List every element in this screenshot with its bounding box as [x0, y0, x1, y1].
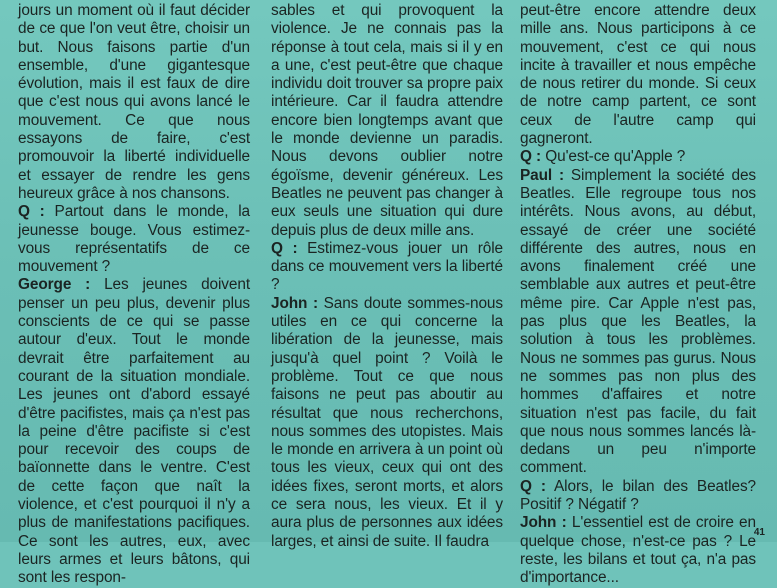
- paragraph-text: peut-être encore attendre deux mille ans. Nous participons à ce mouvement, c'est ce qui nous incite à travailler et nous empêche de nous retirer du monde. Si ceux de notre camp partent, ce sont ceux de l'autre camp qui gagneront.: [520, 2, 756, 148]
- paragraph-text: jours un moment où il faut décider de ce que l'on veut être, choisir un but. Nous faisons partie d'un ensemble, d'une gigantesque évolution, mais il est faux de dire que c'est nous qui avons lancé le mouvement. Ce que nous essayons de faire, c'est promouvoir la liberté individuelle et essayer de rendre les gens heureux grâce à nos chansons.: [18, 2, 250, 202]
- speaker-label: John :: [520, 514, 567, 532]
- paragraph-text: Estimez-vous jouer un rôle dans ce mouvement vers la liberté ?: [271, 239, 503, 294]
- speaker-label: Q :: [271, 239, 298, 257]
- text-column-2: [271, 2, 503, 551]
- paragraph-text: sables et qui provoquent la violence. Je ne connais pas la réponse à tout cela, mais si il y en a une, c'est peut-être que chaque individu doit trouver sa propre paix intérieure. Car il faudra attendre encore bien longtemps avant que le monde devienne un paradis. Nous devons oublier notre égoïsme, devenir généreux. Les Beatles ne peuvent pas changer à eux seuls une situation qui dure depuis plus de deux mille ans.: [271, 2, 503, 239]
- speaker-label: George :: [18, 276, 91, 294]
- paragraph-text: Partout dans le monde, la jeunesse bouge. Vous estimez-vous représentatifs de ce mouvement ?: [18, 203, 250, 276]
- text-column-1: [18, 2, 250, 588]
- paragraph-text: Simplement la société des Beatles. Elle regroupe tous nos intérêts. Nous avons, au début, essayé de créer une société différente des autres, nous en avons finalement créé une semblable aux autres et peut-être même pire. Car Apple n'est pas, pas plus que les Beatles, la solution à tous les problèmes. Nous ne sommes pas gurus. Nous ne sommes pas non plus des hommes d'affaires et notre situation n'est pas facile, du fait que nous nous sommes lancés là-dedans un peu n'importe comment.: [520, 166, 756, 477]
- paragraph: [520, 167, 756, 478]
- speaker-label: John :: [271, 294, 318, 312]
- paragraph: [271, 295, 503, 551]
- paragraph-text: Les jeunes doivent penser un peu plus, devenir plus conscients de ce qui se passe autour d'eux. Tout le monde devrait être parfaitement au courant de la situation mondiale. Les jeunes ont d'abord essayé d'être pacifistes, mais ça n'est pas la peine d'être pacifiste si c'est pour recevoir des coups de baïonnette dans le ventre. C'est de cette façon que naît la violence, et c'est pourquoi il n'y a plus de manifestations pacifiques. Ce sont les autres, eux, avec leurs armes et leurs bâtons, qui sont les respon-: [18, 276, 250, 587]
- paragraph: [271, 2, 503, 240]
- text-column-3: [520, 2, 756, 588]
- paragraph: [18, 2, 250, 203]
- speaker-label: Q :: [520, 477, 546, 495]
- speaker-label: Paul :: [520, 166, 564, 184]
- page-number: 41: [753, 527, 765, 538]
- paragraph: [520, 478, 756, 515]
- paragraph: [520, 148, 756, 166]
- speaker-label: Q :: [18, 203, 45, 221]
- speaker-label: Q :: [520, 148, 542, 166]
- paragraph: [18, 203, 250, 276]
- paragraph: [271, 240, 503, 295]
- paragraph: [520, 514, 756, 587]
- paragraph-text: Qu'est-ce qu'Apple ?: [545, 148, 686, 166]
- paragraph-text: L'essentiel est de croire en quelque chose, n'est-ce pas ? Le reste, les bilans et tout ça, n'a pas d'importance...: [520, 514, 756, 587]
- paragraph-text: Sans doute sommes-nous utiles en ce qui concerne la libération de la jeunesse, mais jusqu'à quel point ? Voilà le problème. Tout ce que nous faisons ne peut pas aboutir au résultat que nous recherchons, nous sommes des utopistes. Mais le monde en arrivera à un point où tous les vieux, ceux qui ont des idées fixes, seront morts, et alors ce sera nous, les vieux. Et il y aura plus de personnes aux idées larges, et ainsi de suite. Il faudra: [271, 294, 503, 550]
- paragraph: [520, 2, 756, 148]
- paragraph: [18, 276, 250, 587]
- paragraph-text: Alors, le bilan des Beatles? Positif ? Négatif ?: [520, 477, 757, 514]
